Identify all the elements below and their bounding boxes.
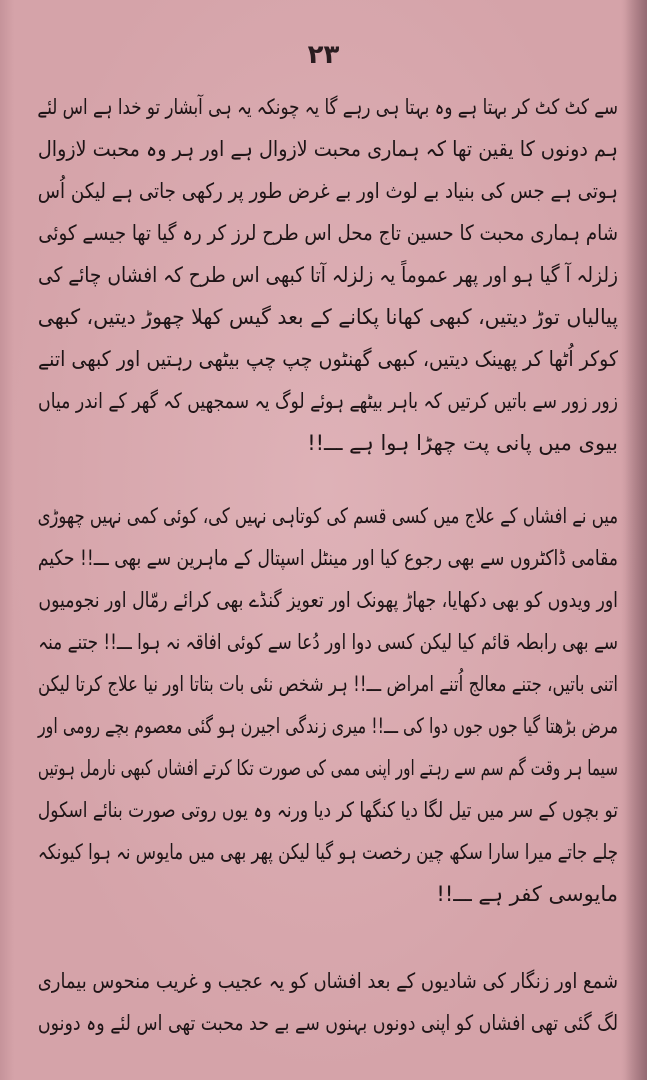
page-number: ۲۳ [307,40,340,70]
text-line: بیوی میں پانی پت چھڑا ہوا ہے ـــ!! [307,431,618,455]
text-line: زلزلہ آ گیا ہو اور پھر عموماً یہ زلزلہ آتا کبھی اس طرح کہ افشاں چائے کی [37,263,618,287]
text-line: کوکر اُٹھا کر پھینک دیتیں، کبھی گھنٹوں چپ چپ بیٹھی رہتیں اور کبھی اتنے [38,347,619,371]
text-line: لگ گئی تھی افشاں کو اپنی دونوں بہنوں سے بے حد محبت تھی اس لئے وہ دونوں [37,1011,618,1035]
text-line: شام ہماری محبت کا حسین تاج محل اس طرح لرز کر رہ گیا تھا جیسے کوئی [38,221,618,245]
paragraph-1 [38,86,618,464]
paragraph-2 [38,495,618,915]
text-line: سے کٹ کٹ کر بہتا ہے وہ بہتا ہی رہے گا یہ چونکہ یہ ہی آبشار تو خدا ہے اس لئے [37,95,618,119]
text-line: مایوسی کفر ہے ـــ!! [436,882,618,906]
text-line: اتنی باتیں، جتنے معالج اُتنے امراض ـــ!! ہر شخص نئی بات بتاتا اور نیا علاج کرتا لیکن [37,672,618,696]
text-line: ہوتی ہے جس کی بنیاد بے لوث اور بے غرض طور پر رکھی جاتی ہے لیکن اُس [37,179,619,203]
text-line: مرض بڑھتا گیا جوں جوں دوا کی ـــ!! میری زندگی اجیرن ہو گئی معصوم بچے رومی اور [37,714,618,738]
text-line: اور ویدوں کو بھی دکھایا، جھاڑ پھونک اور تعویز گنڈے بھی کرائے رمّال اور نجومیوں [38,588,618,612]
text-line: مقامی ڈاکٹروں سے بھی رجوع کیا اور مینٹل اسپتال کے ماہرین سے بھی ـــ!! حکیم [37,546,618,570]
text-line: تو بچوں کے سر میں تیل لگا دیا کنگھا کر دیا ورنہ وہ یوں روتی صورت بنائے اسکول [37,798,618,822]
text-line: سیما ہر وقت گم سم سے رہتے اور اپنی ممی کی صورت تکا کرتے افشاں کبھی نارمل ہوتیں [37,756,618,780]
text-line: ہم دونوں کا یقین تھا کہ ہماری محبت لازوال ہے اور ہر وہ محبت لازوال [37,137,618,161]
text-line: میں نے افشاں کے علاج میں کسی قسم کی کوتاہی نہیں کی، کوئی کمی نہیں چھوڑی [37,504,618,528]
text-line: شمع اور زنگار کی شادیوں کے بعد افشاں کو یہ عجیب و غریب منحوس بیماری [37,969,619,993]
text-line: پیالیاں توڑ دیتیں، کبھی کھانا پکانے کے بعد گیس کھلا چھوڑ دیتیں، کبھی [37,305,619,329]
text-line: چلے جاتے میرا سارا سکھ چین رخصت ہو گیا لیکن پھر بھی میں مایوس نہ ہوا کیونکہ [37,840,618,864]
text-line: زور زور سے باتیں کرتیں کہ باہر بیٹھے ہوئے لوگ یہ سمجھیں کہ گھر کے اندر میاں [38,389,619,413]
text-line: سے بھی رابطہ قائم کیا لیکن کسی دوا اور دُعا سے کوئی افاقہ نہ ہوا ـــ!! جتنے منہ [38,630,618,654]
paragraph-3 [38,960,618,1044]
page-edge-shadow [621,0,647,1080]
